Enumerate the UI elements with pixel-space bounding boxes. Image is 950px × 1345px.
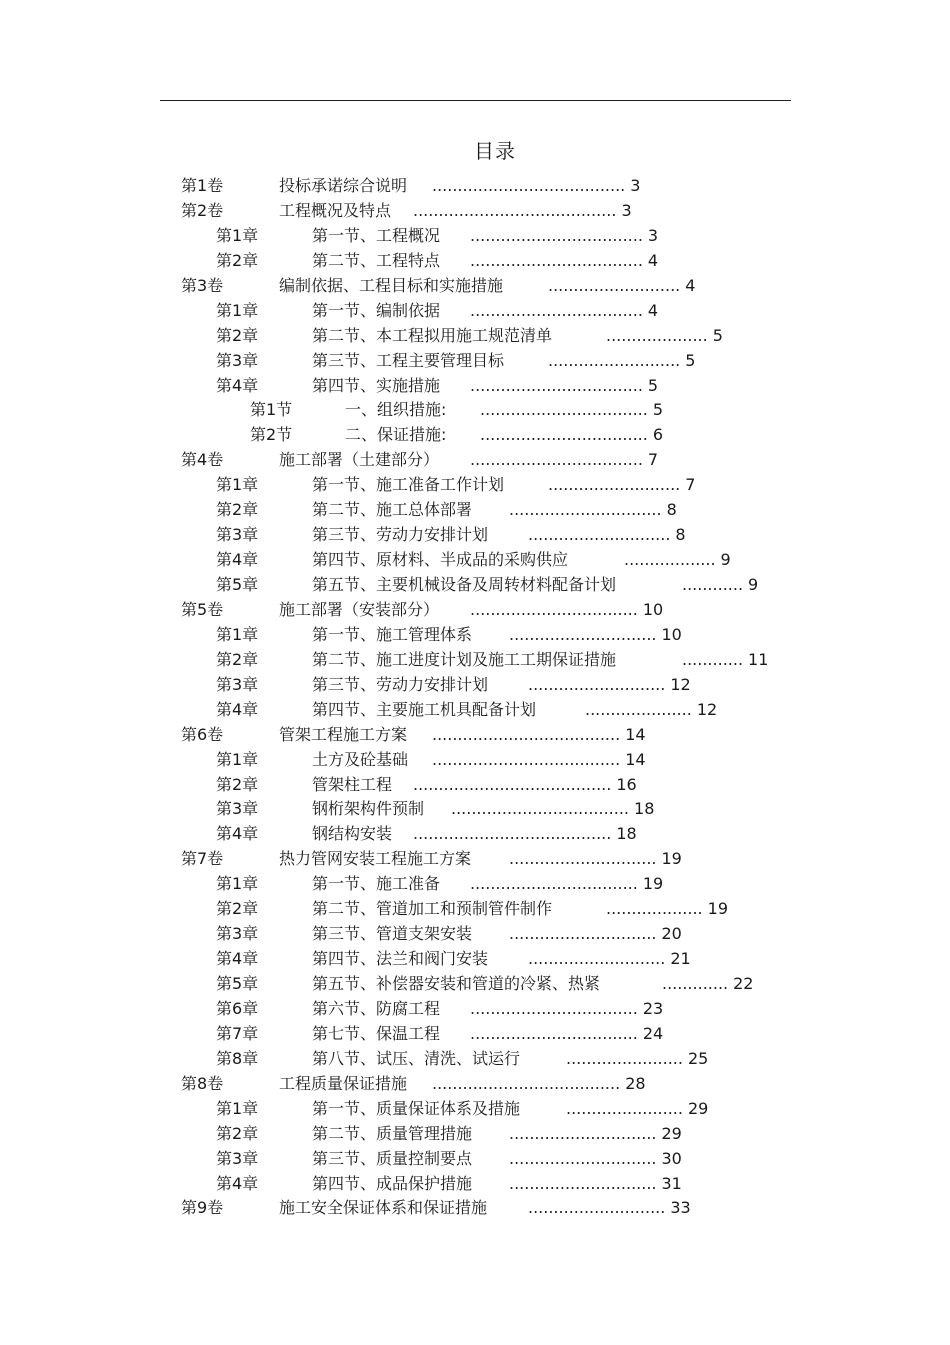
toc-entry-title: 第二节、管道加工和预制管件制作 (312, 899, 553, 919)
toc-entry-page: 3 (621, 200, 632, 220)
toc-entry-number: 第1章 (216, 749, 259, 769)
toc-leader-dots: ....................... (566, 1098, 683, 1118)
toc-entry-page: 19 (661, 849, 682, 869)
toc-entry-number: 第1卷 (181, 176, 224, 195)
toc-entry-page: 4 (647, 250, 659, 270)
toc-entry-title: 第一节、质量保证体系及措施 (312, 1098, 521, 1118)
toc-entry[interactable] (0, 1122, 950, 1147)
toc-leader-dots: .................. (624, 550, 716, 570)
toc-entry-title: 一、组织措施: (345, 400, 447, 420)
toc-entry[interactable] (0, 872, 950, 897)
toc-entry-page: 31 (661, 1173, 682, 1193)
toc-entry-number: 第2章 (216, 250, 259, 270)
toc-entry-title: 第五节、补偿器安装和管道的冷紧、热紧 (312, 974, 601, 993)
toc-entry[interactable] (0, 773, 950, 798)
toc-entry-page: 14 (625, 724, 646, 744)
toc-entry-title: 第一节、施工管理体系 (312, 624, 473, 644)
toc-entry-page: 8 (666, 500, 677, 520)
toc-entry-title: 第三节、工程主要管理目标 (312, 350, 505, 370)
toc-entry[interactable] (0, 1172, 950, 1197)
toc-entry-title: 第一节、施工准备 (312, 874, 441, 894)
toc-entry-page: 4 (685, 275, 696, 295)
toc-entry-title: 第三节、质量控制要点 (312, 1148, 473, 1168)
toc-entry-page: 21 (670, 949, 691, 969)
toc-entry[interactable] (0, 1022, 950, 1047)
toc-entry-title: 土方及砼基础 (312, 749, 409, 769)
toc-entry[interactable] (0, 1047, 950, 1072)
toc-entry-title: 施工安全保证体系和保证措施 (279, 1198, 488, 1218)
toc-leader-dots: ................................. (480, 400, 648, 420)
toc-entry-number: 第3章 (216, 1148, 259, 1168)
toc-leader-dots: .......................... (548, 475, 681, 495)
toc-leader-dots: ............................. (509, 1123, 657, 1143)
toc-entry[interactable] (0, 423, 950, 448)
toc-entry[interactable] (0, 199, 950, 224)
toc-entry[interactable] (0, 648, 950, 673)
toc-entry-number: 第4章 (216, 550, 259, 570)
toc-entry-title: 管架柱工程 (312, 774, 393, 794)
toc-entry-number: 第3章 (216, 350, 259, 370)
toc-entry-page: 33 (670, 1198, 691, 1218)
toc-entry-title: 第二节、质量管理措施 (312, 1123, 473, 1143)
toc-entry-number: 第5章 (216, 575, 259, 594)
toc-entry-number: 第5章 (216, 974, 259, 993)
toc-entry-title: 第四节、成品保护措施 (312, 1173, 473, 1193)
toc-entry-number: 第8卷 (181, 1073, 224, 1093)
toc-entry-title: 第三节、管道支架安装 (312, 924, 473, 944)
toc-entry[interactable] (0, 748, 950, 773)
toc-entry-page: 25 (687, 1048, 709, 1068)
toc-leader-dots: ....................... (566, 1048, 683, 1068)
toc-leader-dots: ............................. (509, 1173, 657, 1193)
toc-entry-page: 10 (642, 599, 664, 619)
toc-leader-dots: .............................. (509, 500, 662, 520)
toc-entry-number: 第2章 (216, 325, 259, 345)
toc-entry-title: 第一节、编制依据 (312, 300, 441, 320)
toc-entry-number: 第5卷 (181, 599, 224, 619)
toc-leader-dots: .................................. (470, 375, 643, 395)
toc-entry[interactable] (0, 349, 950, 374)
toc-leader-dots: ................................. (480, 425, 648, 445)
toc-leader-dots: .................................. (470, 300, 643, 320)
toc-leader-dots: ..................................... (432, 1073, 621, 1093)
toc-leader-dots: ............ (682, 575, 744, 594)
toc-leader-dots: ................................... (451, 799, 630, 819)
toc-entry-title: 第五节、主要机械设备及周转材料配备计划 (312, 575, 617, 594)
toc-entry-title: 第二节、工程特点 (312, 250, 441, 270)
toc-entry-number: 第1章 (216, 475, 259, 495)
toc-entry[interactable] (0, 1147, 950, 1172)
toc-entry-page: 18 (634, 799, 655, 819)
toc-leader-dots: ..................................... (432, 724, 621, 744)
toc-entry-title: 工程概况及特点 (279, 200, 392, 220)
toc-entry-title: 第二节、本工程拟用施工规范清单 (312, 325, 553, 345)
toc-entry-number: 第4章 (216, 824, 259, 844)
toc-entry-page: 24 (642, 1023, 664, 1043)
toc-entry-page: 4 (647, 300, 659, 320)
toc-entry[interactable] (0, 1072, 950, 1097)
toc-entry-number: 第2章 (216, 899, 259, 919)
toc-entry-number: 第4卷 (181, 450, 224, 470)
toc-entry-number: 第6章 (216, 998, 259, 1018)
toc-entry[interactable] (0, 922, 950, 947)
toc-leader-dots: ...................................... (432, 176, 626, 195)
toc-entry[interactable] (0, 324, 950, 349)
toc-entry-number: 第3章 (216, 525, 259, 545)
toc-entry-page: 29 (661, 1123, 682, 1143)
toc-entry[interactable] (0, 698, 950, 723)
toc-entry[interactable] (0, 374, 950, 399)
toc-entry-number: 第2章 (216, 649, 259, 669)
toc-entry-title: 第四节、主要施工机具配备计划 (312, 699, 537, 719)
toc-entry-number: 第1章 (216, 874, 259, 894)
toc-entry-number: 第3章 (216, 924, 259, 944)
toc-entry-page: 28 (625, 1073, 646, 1093)
toc-entry-number: 第4章 (216, 699, 259, 719)
toc-leader-dots: ................................. (470, 599, 638, 619)
toc-entry-title: 第四节、法兰和阀门安装 (312, 949, 489, 969)
toc-entry-title: 编制依据、工程目标和实施措施 (279, 275, 504, 295)
toc-entry[interactable] (0, 972, 950, 997)
toc-leader-dots: ............................. (509, 849, 657, 869)
header-rule (160, 100, 791, 101)
toc-entry-page: 3 (630, 176, 641, 195)
toc-entry-page: 9 (720, 550, 731, 570)
toc-leader-dots: ............................. (509, 1148, 657, 1168)
toc-leader-dots: .................... (606, 325, 708, 345)
toc-entry-page: 5 (652, 400, 664, 420)
toc-entry-page: 5 (712, 325, 723, 345)
toc-leader-dots: ........................... (528, 674, 666, 694)
toc-leader-dots: ............ (682, 649, 744, 669)
toc-entry[interactable] (0, 548, 950, 573)
toc-entry[interactable] (0, 249, 950, 274)
toc-entry-number: 第1节 (250, 400, 293, 420)
toc-entry-title: 管架工程施工方案 (279, 724, 408, 744)
toc-entry[interactable] (0, 598, 950, 623)
toc-leader-dots: ................................. (470, 874, 638, 894)
toc-entry-number: 第4章 (216, 949, 259, 969)
toc-entry-number: 第1章 (216, 300, 259, 320)
toc-entry[interactable] (0, 573, 950, 598)
toc-entry-number: 第2章 (216, 500, 259, 520)
toc-entry[interactable] (0, 299, 950, 324)
toc-entry-title: 钢结构安装 (312, 824, 393, 844)
toc-entry-title: 第二节、施工总体部署 (312, 500, 473, 520)
toc-entry-page: 10 (661, 624, 682, 644)
toc-entry-title: 第四节、实施措施 (312, 375, 441, 395)
toc-leader-dots: .................................. (470, 250, 643, 270)
toc-entry-title: 第七节、保温工程 (312, 1023, 441, 1043)
toc-entry-page: 12 (670, 674, 691, 694)
toc-entry-title: 热力管网安装工程施工方案 (279, 849, 472, 869)
toc-leader-dots: ............................. (509, 624, 657, 644)
toc-entry-page: 7 (647, 450, 659, 470)
toc-entry-title: 第一节、工程概况 (312, 225, 441, 245)
toc-entry-page: 7 (685, 475, 696, 495)
toc-entry-page: 9 (748, 575, 759, 594)
toc-entry-number: 第7章 (216, 1023, 259, 1043)
toc-leader-dots: ........................... (528, 1198, 666, 1218)
toc-entry[interactable] (0, 947, 950, 972)
toc-entry-page: 19 (642, 874, 664, 894)
toc-entry[interactable] (0, 473, 950, 498)
toc-leader-dots: .......................... (548, 275, 681, 295)
toc-entry-title: 工程质量保证措施 (279, 1073, 408, 1093)
toc-entry-page: 16 (616, 774, 637, 794)
toc-entry-title: 第三节、劳动力安排计划 (312, 674, 489, 694)
toc-leader-dots: ....................................... (413, 774, 612, 794)
toc-entry[interactable] (0, 498, 950, 523)
toc-entry[interactable] (0, 723, 950, 748)
toc-leader-dots: ..................... (585, 699, 692, 719)
toc-entry-page: 22 (733, 974, 754, 993)
toc-entry-title: 第二节、施工进度计划及施工工期保证措施 (312, 649, 617, 669)
toc-leader-dots: .................................. (470, 450, 643, 470)
toc-entry[interactable] (0, 224, 950, 249)
toc-title: 目录 (474, 139, 516, 163)
toc-entry-page: 8 (675, 525, 686, 545)
toc-entry-page: 12 (696, 699, 718, 719)
toc-entry-title: 钢桁架构件预制 (312, 799, 425, 819)
toc-entry[interactable] (0, 822, 950, 847)
toc-entry-title: 第八节、试压、清洗、试运行 (312, 1048, 521, 1068)
toc-entry-page: 19 (707, 899, 728, 919)
toc-entry-number: 第2节 (250, 425, 293, 445)
toc-entry-page: 18 (616, 824, 637, 844)
toc-entry[interactable] (0, 623, 950, 648)
toc-entry-number: 第3卷 (181, 275, 224, 295)
toc-entry-page: 30 (661, 1148, 682, 1168)
toc-entry-title: 施工部署（安装部分） (279, 599, 440, 619)
toc-entry-number: 第6卷 (181, 724, 224, 744)
toc-leader-dots: ....................................... (413, 824, 612, 844)
toc-leader-dots: .................................. (470, 225, 643, 245)
toc-entry-title: 施工部署（土建部分） (279, 450, 440, 470)
toc-entry-page: 5 (647, 375, 659, 395)
toc-entry[interactable] (0, 274, 950, 299)
toc-entry-number: 第1章 (216, 624, 259, 644)
toc-entry-number: 第4章 (216, 1173, 259, 1193)
toc-entry-title: 投标承诺综合说明 (279, 176, 408, 195)
toc-leader-dots: ............................ (528, 525, 671, 545)
toc-leader-dots: .......................... (548, 350, 681, 370)
toc-entry[interactable] (0, 997, 950, 1022)
toc-entry-number: 第7卷 (181, 849, 224, 869)
toc-leader-dots: ................... (606, 899, 703, 919)
toc-entry-number: 第1章 (216, 1098, 259, 1118)
toc-entry[interactable] (0, 448, 950, 473)
toc-entry-page: 23 (642, 998, 664, 1018)
toc-entry-number: 第2章 (216, 774, 259, 794)
toc-entry[interactable] (0, 673, 950, 698)
toc-leader-dots: ........................................ (413, 200, 617, 220)
toc-leader-dots: ................................. (470, 1023, 638, 1043)
toc-entry-number: 第3章 (216, 799, 259, 819)
toc-entry[interactable] (0, 847, 950, 872)
toc-entry-page: 29 (687, 1098, 709, 1118)
toc-entry-page: 11 (748, 649, 769, 669)
toc-entry-number: 第3章 (216, 674, 259, 694)
toc-entry-page: 6 (652, 425, 664, 445)
toc-leader-dots: ............. (662, 974, 729, 993)
toc-entry-number: 第9卷 (181, 1198, 224, 1218)
toc-entry-title: 第三节、劳动力安排计划 (312, 525, 489, 545)
toc-entry[interactable] (0, 1097, 950, 1122)
toc-entry-number: 第2章 (216, 1123, 259, 1143)
toc-entry-page: 14 (625, 749, 646, 769)
toc-entry[interactable] (0, 1196, 950, 1221)
toc-entry-number: 第1章 (216, 225, 259, 245)
toc-entry-page: 3 (647, 225, 659, 245)
toc-entry-title: 第四节、原材料、半成品的采购供应 (312, 550, 569, 570)
toc-entry[interactable] (0, 398, 950, 423)
toc-leader-dots: ..................................... (432, 749, 621, 769)
toc-entry-number: 第4章 (216, 375, 259, 395)
toc-list (0, 174, 950, 1221)
toc-entry-title: 二、保证措施: (345, 425, 447, 445)
toc-entry[interactable] (0, 174, 950, 199)
toc-entry[interactable] (0, 523, 950, 548)
toc-leader-dots: ........................... (528, 949, 666, 969)
toc-entry[interactable] (0, 897, 950, 922)
toc-entry-number: 第2卷 (181, 200, 224, 220)
toc-entry-title: 第六节、防腐工程 (312, 998, 441, 1018)
toc-entry-page: 20 (661, 924, 682, 944)
toc-entry[interactable] (0, 797, 950, 822)
toc-leader-dots: ............................. (509, 924, 657, 944)
toc-entry-title: 第一节、施工准备工作计划 (312, 475, 505, 495)
toc-leader-dots: ................................. (470, 998, 638, 1018)
toc-entry-number: 第8章 (216, 1048, 259, 1068)
toc-entry-page: 5 (685, 350, 696, 370)
